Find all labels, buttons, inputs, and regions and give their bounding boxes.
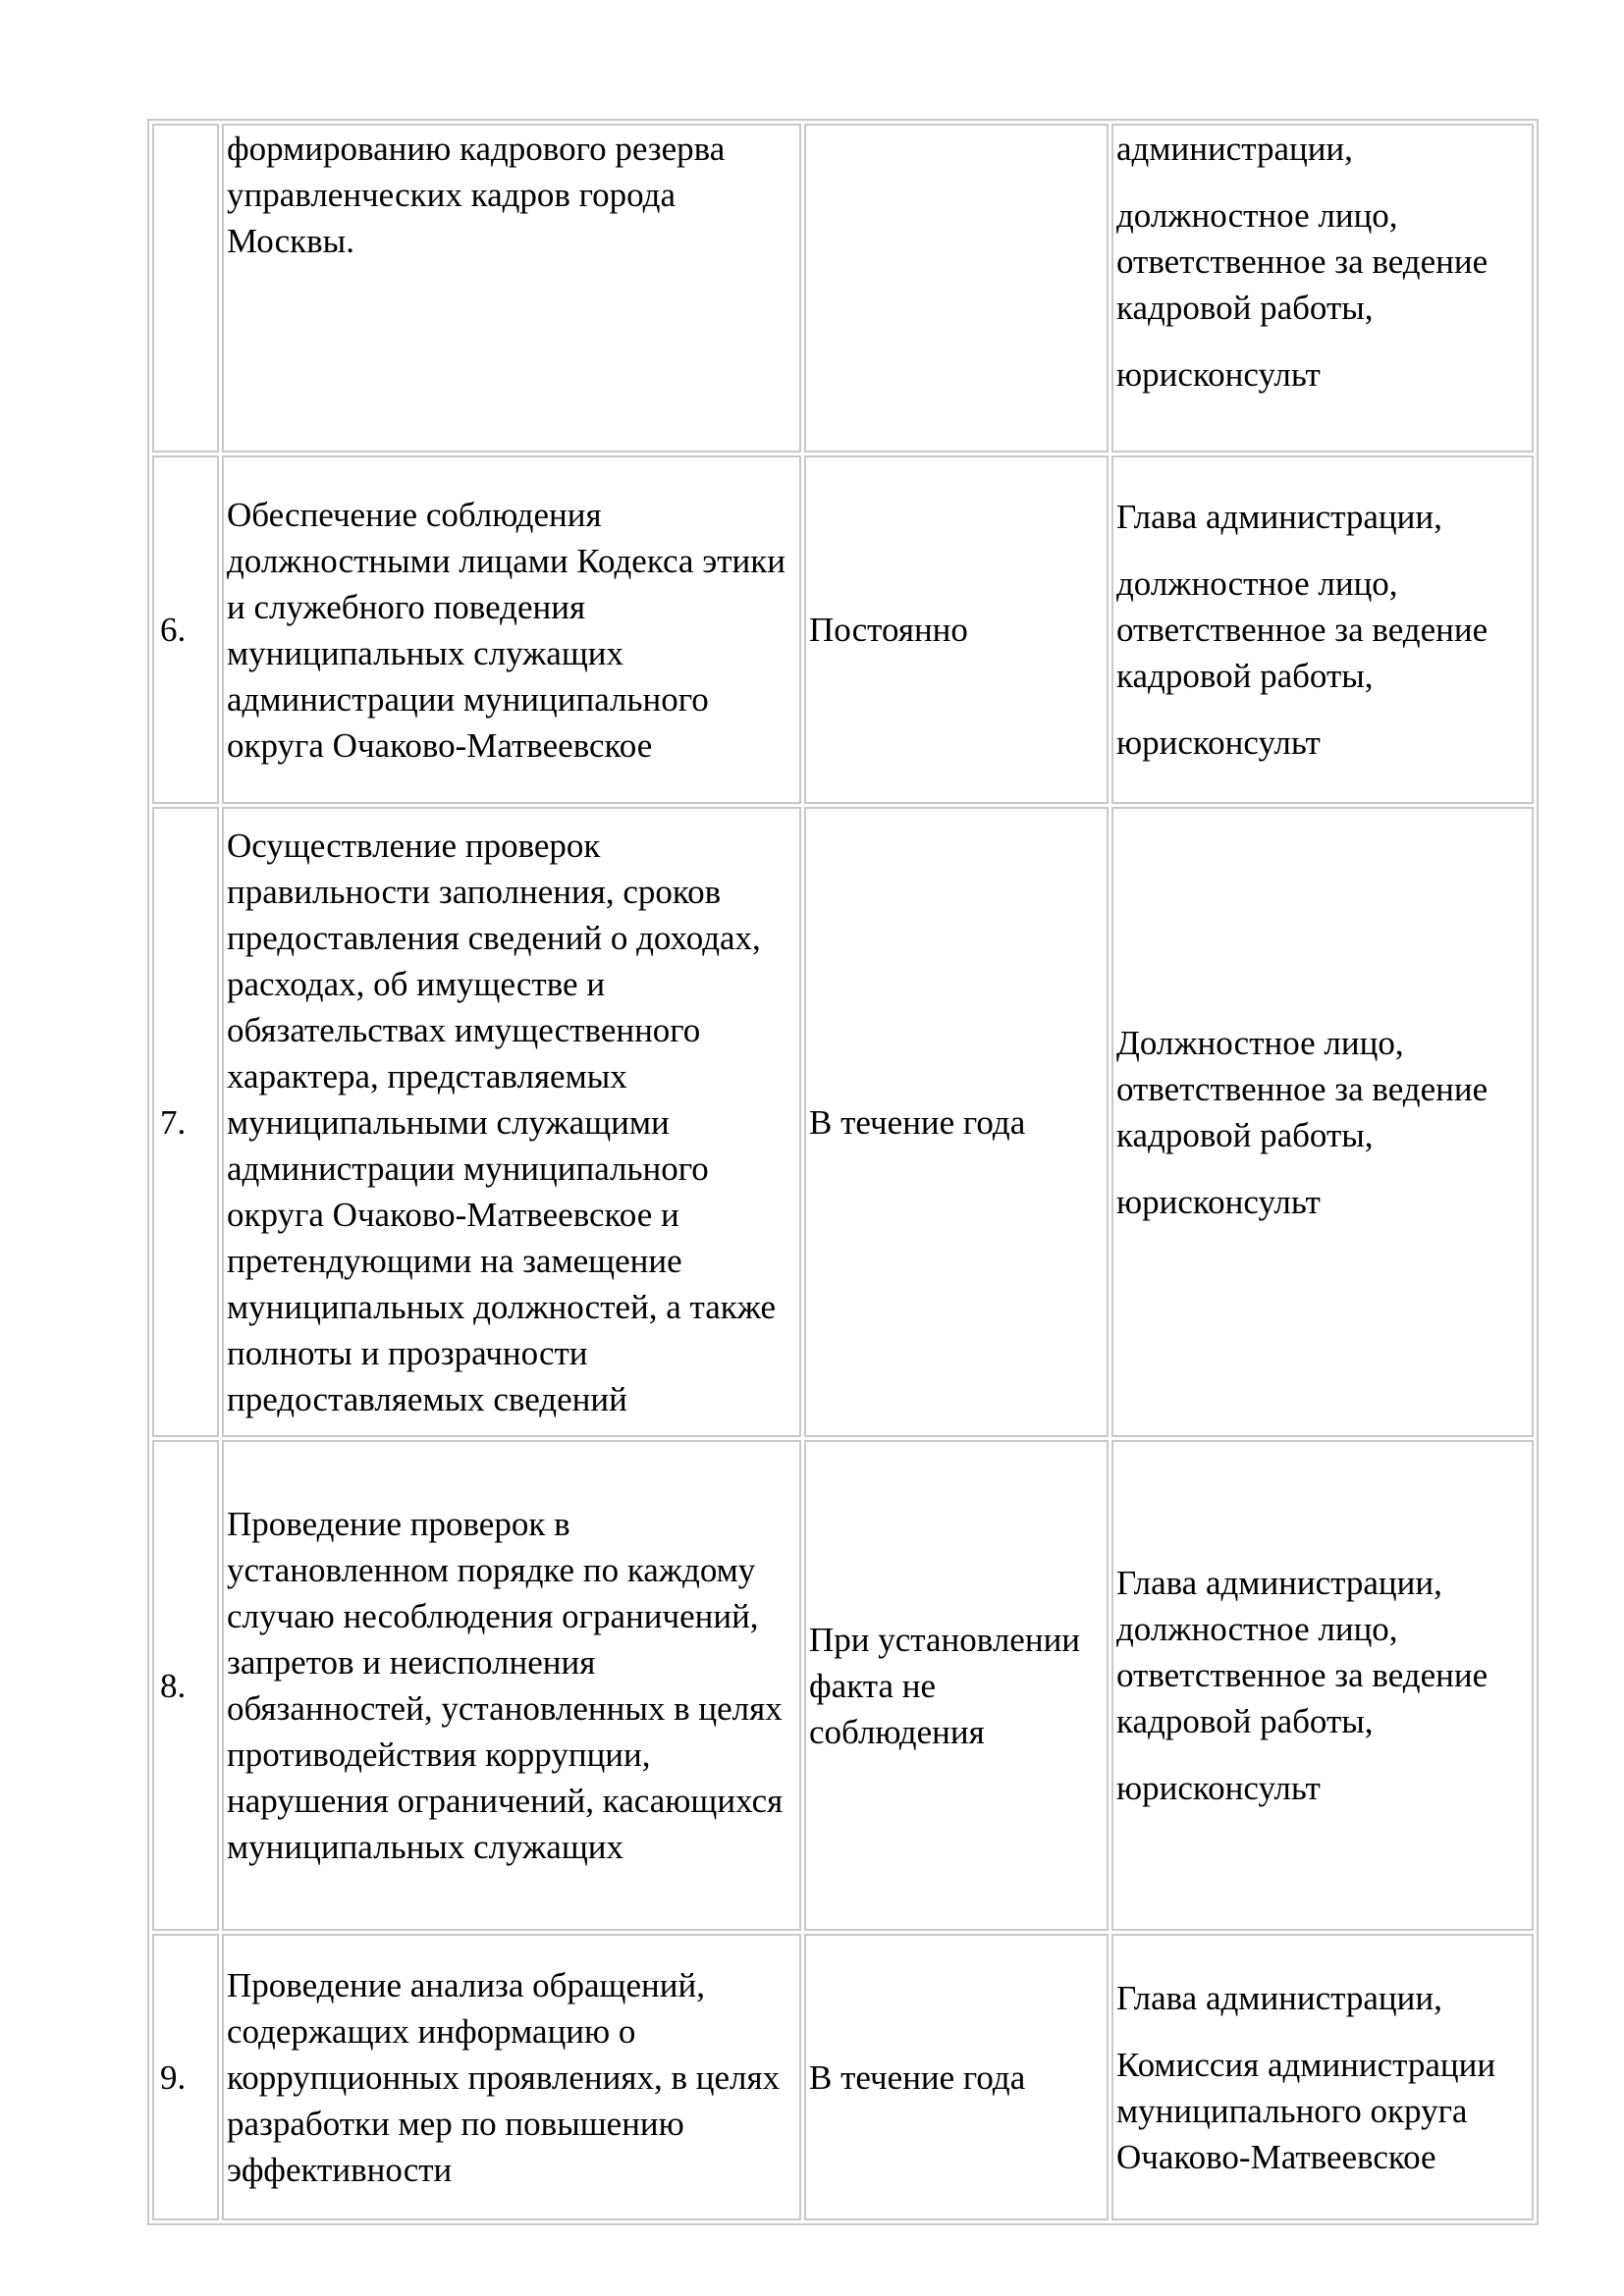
responsible-item: юрисконсульт: [1116, 723, 1321, 762]
responsible-item: Глава администрации,: [1116, 1978, 1442, 2017]
responsible-item: должностное лицо, ответственное за ведение кадровой работы,: [1116, 1610, 1489, 1740]
measures-table: [147, 119, 1539, 2225]
responsible-item: Глава администрации,: [1116, 498, 1442, 536]
row-number: 9.: [152, 1934, 219, 2220]
measure-cell: формированию кадрового резерва управленческих кадров города Москвы.: [222, 124, 801, 453]
row-number: 8.: [152, 1440, 219, 1931]
responsible-item: администрации,: [1116, 130, 1353, 168]
deadline-cell: Постоянно: [804, 455, 1109, 804]
measure-cell: Проведение проверок в установленном порядке по каждому случаю несоблюдения ограничений, запретов и неисполнения обязанностей, установленных в целях противодействия коррупции, нарушения ограничений, касающихся муниципальных служащих: [222, 1440, 801, 1931]
responsible-item: Комиссия администрации муниципального округа Очаково-Матвеевское: [1116, 2045, 1496, 2176]
deadline-cell: [804, 124, 1109, 453]
table-row: [152, 455, 1534, 804]
responsible-cell: [1111, 124, 1534, 453]
deadline-cell: В течение года: [804, 1934, 1109, 2220]
table-row: [152, 807, 1534, 1437]
row-number: [152, 124, 219, 453]
deadline-cell: В течение года: [804, 807, 1109, 1437]
deadline-cell: При установлении факта не соблюдения: [804, 1440, 1109, 1931]
measure-cell: Проведение анализа обращений, содержащих информацию о коррупционных проявлениях, в целях разработки мер по повышению эффективности: [222, 1934, 801, 2220]
row-number: 7.: [152, 807, 219, 1437]
responsible-cell: [1111, 1440, 1534, 1931]
responsible-cell: [1111, 1934, 1534, 2220]
measure-cell: Обеспечение соблюдения должностными лицами Кодекса этики и служебного поведения муниципальных служащих администрации муниципального округа Очаково-Матвеевское: [222, 455, 801, 804]
responsible-item: должностное лицо, ответственное за ведение кадровой работы,: [1116, 564, 1489, 695]
responsible-item: юрисконсульт: [1116, 355, 1321, 394]
table-row: [152, 1934, 1534, 2220]
responsible-cell: [1111, 455, 1534, 804]
table-row: [152, 1440, 1534, 1931]
table-row: [152, 124, 1534, 453]
responsible-cell: [1111, 807, 1534, 1437]
measure-cell: Осуществление проверок правильности заполнения, сроков предоставления сведений о доходах, расходах, об имуществе и обязательствах имущественного характера, представляемых муниципальными служащими администрации муниципального округа Очаково-Матвеевское и претендующими на замещение муниципальных должностей, а также полноты и прозрачности предоставляемых сведений: [222, 807, 801, 1437]
responsible-item: Должностное лицо, ответственное за ведение кадровой работы,: [1116, 1023, 1489, 1154]
responsible-item: должностное лицо, ответственное за ведение кадровой работы,: [1116, 196, 1489, 327]
responsible-item: юрисконсульт: [1116, 1769, 1321, 1807]
responsible-item: Глава администрации,: [1116, 1564, 1442, 1602]
row-number: 6.: [152, 455, 219, 804]
responsible-item: юрисконсульт: [1116, 1182, 1321, 1221]
